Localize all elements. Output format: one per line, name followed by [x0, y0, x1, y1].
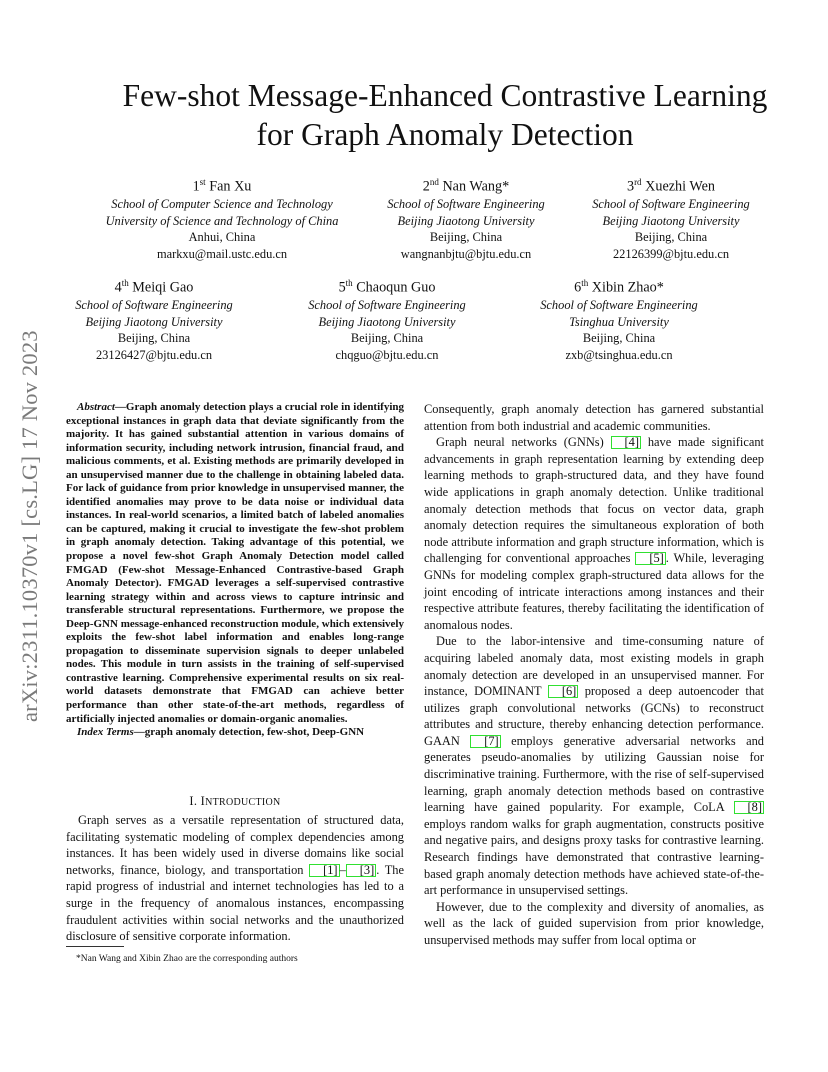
section-heading-introduction: I. INTRODUCTION: [189, 794, 281, 808]
footnote: *Nan Wang and Xibin Zhao are the corresponding authors: [76, 954, 298, 964]
index-terms: [66, 726, 404, 740]
author-block-6: [524, 274, 714, 364]
citation-link[interactable]: [4]: [611, 436, 641, 449]
author-name: 2nd Nan Wang*: [422, 177, 510, 195]
abstract: [66, 401, 404, 740]
citation-link[interactable]: [6]: [548, 685, 578, 698]
author-affiliation: School of Software Engineering: [308, 297, 466, 312]
arxiv-identifier: arXiv:2311.10370v1 [cs.LG] 17 Nov 2023: [17, 330, 42, 722]
author-affiliation: School of Computer Science and Technology: [111, 196, 333, 211]
abstract-text: —Graph anomaly detection plays a crucial role in identifying exceptional instances in graph data that deviate significantly from the majority. It has gained substantial attention in various domains of information security, including network intrusion, financial fraud, and malicious comments, et al. Existing methods are primarily developed in an unsupervised manner due to the challenge in obtaining labeled data. For lack of guidance from prior knowledge in unsupervised manner, the identified anomalies may prove to be data noise or individual data instances. In real-world scenarios, a limited batch of labeled anomalies can be captured, making it crucial to investigate the few-shot problem in graph anomaly detection. Taking advantage of this potential, we propose a novel few-shot Graph Anomaly Detection model called FMGAD (Few-shot Message-Enhanced Contrastive-based Graph Anomaly Detector). FMGAD leverages a self-supervised contrastive learning strategy within and across views to capture intrinsic and transferable structural representations. Furthermore, we propose the Deep-GNN message-enhanced reconstruction module, which extensively exploits the few-shot label information and enables long-range propagation to disseminate supervision signals to deeper unlabeled nodes. This module in turn assists in the training of self-supervised contrastive learning. Comprehensive experimental results on six real-world datasets demonstrate that FMGAD can achieve better performance than other state-of-the-art methods, regardless of artificially injected anomalies or domain-organic anomalies.: [66, 401, 404, 725]
paragraph: However, due to the complexity and diversity of anomalies, as well as the lack of guided supervision from prior knowledge, unsupervised methods may suffer from local optima or: [424, 899, 764, 947]
author-institution: University of Science and Technology of China: [105, 213, 339, 228]
author-location: Beijing, China: [117, 331, 191, 346]
citation-link[interactable]: [8]: [734, 801, 764, 814]
author-email: 23126427@bjtu.edu.cn: [95, 348, 213, 363]
introduction-text: [66, 812, 404, 945]
index-terms-text: —graph anomaly detection, few-shot, Deep-GNN: [133, 726, 365, 739]
author-email: zxb@tsinghua.edu.cn: [565, 348, 673, 363]
citation-link[interactable]: [7]: [470, 735, 500, 748]
right-column-text: [424, 401, 764, 949]
author-block-3: [576, 173, 766, 263]
paragraph: Due to the labor-intensive and time-consuming nature of acquiring labeled anomaly data, most existing models in graph anomaly detection are developed in an unsupervised manner. For instance, DOMINANT [6] proposed a deep autoencoder that utilizes graph convolutional networks (GCNs) to reconstruct attributes and structure, thereby enhancing detection performance. GAAN [7] employs generative adversarial networks and generates pseudo-anomalies by utilizing Gaussian noise for discriminative training. Furthermore, with the rise of self-supervised learning, graph anomaly detection methods based on contrastive learning have gained popularity. For example, CoLA [8] employs random walks for graph augmentation, constructs positive and negative pairs, and designs proxy tasks for contrastive learning. Research findings have demonstrated that contrastive learning-based graph anomaly detection methods have achieved state-of-the-art performance in unsupervised settings.: [424, 634, 765, 898]
footnote-rule: [66, 946, 124, 947]
author-name: 5th Chaoqun Guo: [338, 278, 436, 296]
author-affiliation: School of Software Engineering: [592, 196, 750, 211]
author-email: markxu@mail.ustc.edu.cn: [156, 247, 288, 262]
author-name: 4th Meiqi Gao: [114, 278, 194, 296]
author-block-5: [292, 274, 482, 364]
author-name: 6th Xibin Zhao*: [574, 278, 664, 296]
author-affiliation: School of Software Engineering: [75, 297, 233, 312]
author-email: chqguo@bjtu.edu.cn: [335, 348, 439, 363]
paragraph: Consequently, graph anomaly detection has garnered substantial attention from both industrial and academic communities.: [424, 402, 764, 433]
author-institution: Beijing Jiaotong University: [318, 314, 456, 329]
citation-link[interactable]: [1]: [309, 864, 339, 877]
intro-paragraph: Graph serves as a versatile representation of structured data, facilitating systematic modeling of complex dependencies among instances. It has been widely used in diverse domains like social networks, finance, biology, and transportation [1] – [3] . The rapid progress of industrial and internet technologies has led to a surge in the frequency of anomalous instances, encompassing fraudulent activities within social networks and the unauthorized disclosure of sensitive corporate information.: [66, 813, 404, 944]
author-block-4: [59, 274, 249, 364]
author-location: Beijing, China: [429, 230, 503, 245]
title-line-1: Few-shot Message-Enhanced Contrastive Learning: [122, 78, 768, 113]
abstract-label: Abstract: [77, 401, 115, 413]
author-location: Beijing, China: [582, 331, 656, 346]
author-block-2: [371, 173, 561, 263]
author-block-1: [91, 173, 353, 263]
author-affiliation: School of Software Engineering: [387, 196, 545, 211]
paragraph: Graph neural networks (GNNs) [4] have made significant advancements in graph representation learning by extending deep learning methods to graph-structured data, and they have found wide applications in graph anomaly detection. Unlike traditional anomaly detection methods that focus on vector data, graph anomaly detection requires the simultaneous exploration of both node attribute information and graph structure information, which is challenging for conventional approaches [5] . While, leveraging GNNs for modeling complex graph-structured data allows for the joint encoding of intricate interactions among instances and their respective attribute features, thereby facilitating the identification of anomalous nodes.: [424, 435, 764, 632]
title-line-2: for Graph Anomaly Detection: [256, 117, 634, 152]
author-institution: Beijing Jiaotong University: [397, 213, 535, 228]
author-institution: Beijing Jiaotong University: [85, 314, 223, 329]
author-institution: Tsinghua University: [569, 314, 669, 329]
citation-link[interactable]: [3]: [346, 864, 376, 877]
author-name: 1st Fan Xu: [192, 177, 252, 195]
author-institution: Beijing Jiaotong University: [602, 213, 740, 228]
citation-link[interactable]: [5]: [635, 552, 665, 565]
abstract-paragraph: [66, 401, 404, 726]
author-location: Beijing, China: [634, 230, 708, 245]
author-name: 3rd Xuezhi Wen: [626, 177, 716, 195]
author-affiliation: School of Software Engineering: [540, 297, 698, 312]
author-email: 22126399@bjtu.edu.cn: [612, 247, 730, 262]
index-terms-label: Index Terms: [77, 726, 134, 739]
author-location: Anhui, China: [188, 230, 256, 245]
author-email: wangnanbjtu@bjtu.edu.cn: [400, 247, 532, 262]
paper-title: [60, 76, 828, 154]
author-location: Beijing, China: [350, 331, 424, 346]
